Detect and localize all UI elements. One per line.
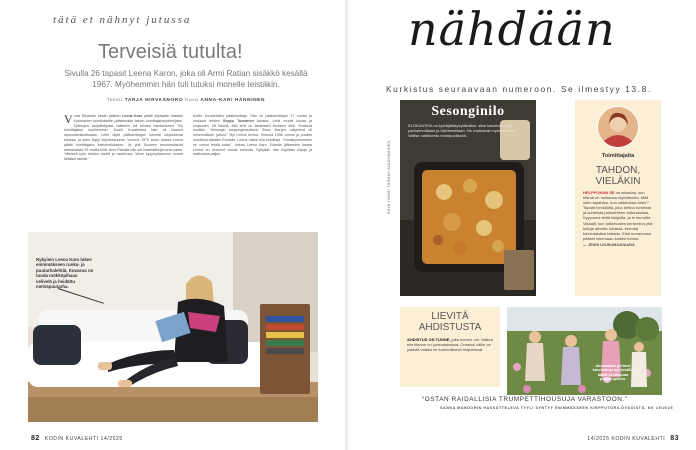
editor-headline [575,165,661,187]
editor-headline-line2: VIELÄKIN [595,176,641,187]
editor-avatar [597,106,639,148]
editor-body [583,190,655,248]
right-page-number: 83 [670,435,679,442]
left-folio [28,435,123,442]
anxiety-headline-line1: LIEVITÄ [431,311,469,322]
anxiety-body-lead: AHDISTUS ON TUNNE, [407,337,451,342]
body-col1-name: Leena Karo [122,114,143,118]
cover-title: Sesonginilo [431,104,505,119]
editor-body-lead: HELPPOHAN SE [583,190,615,195]
byline [60,98,312,103]
pull-quote-credit: SANNA MANDORIN HASSUTTELEVA TYYLI SYNTYY ENIMMÄKSEEN KIRPPUTORILÖYDÖISTÄ, KK 15/2025 [440,406,674,410]
body-column-2 [193,114,312,230]
photo-caption: Nykyisin Leena Karo lukee enimmäkseen ruoka- ja puutarhalehtiä. Kuvassa on tuoda mökköpihaan velivelä ja heidättu metsäpuutarha. [36,257,94,290]
byline-photo-label: Kuva [185,98,199,103]
body-col1-text: päätti yllyttyään Nakalle Kotimainen toimitukselle pääsemään taloon toimittajaharjoittelijaksi. Opintojen harjoittelijaksi valkeihin tuli lehden toimitukseen. Tuli toimittajaksi myöhemmin. Kodin Kuvalehteä hän oli lukenut lapsuudenkodissaan. Lehti täytti päätoimittajan toiveita lukijoidensa kanssa, ja siten löytyi kirjoitussuunta. Vuonna 1970 levon alussa Leena päätti toimittajana kotitoimitukseen. Ja yhä Suomen ensimmäisistä aihealueista 20 vuotta töitä. Armi Ratialla hän sai haastatteluja tunsi palan. “Mielenti työn tahdon vauhti ja vaatiivuus. Viime kysymyksemme monet tällaiset tarinat.” [64,114,183,162]
anxiety-headline-line2: AHDISTUSTA [418,322,482,333]
right-page [350,0,696,450]
section-subtitle: Kurkistus seuraavaan numeroon. Se ilmestyy 13.8. [386,84,652,94]
body-col2-lead: Kodin Kuvalehden päätoimittaja. Hän oli päätoimittajan 17 vuotta ja mukana lehden [193,114,312,123]
byline-text-label: Teksti [106,98,123,103]
byline-text-author: TARJA HIRVASNORO [124,98,184,103]
byline-photo-author: ANNA-KARI HÄNNINEN [200,98,266,103]
left-page-number: 82 [31,435,40,442]
right-folio [587,435,682,442]
flower-caption: Ainoastaan perheet karvoinnan nyt kesällä täällä kesäkuuna piipparipellon. [592,364,634,382]
flower-field-illustration [507,307,662,395]
right-folio-magazine: 14/2025 KODIN KUVALEHTI [587,436,666,442]
food-feature-image [400,100,536,296]
body-col2-name: Seppo Tuovanen [222,118,254,123]
anxiety-teaser-box [400,307,500,387]
anxiety-body [407,337,493,352]
photo-credit: KUVA TOMMI TUOMAS KOLEHMAINEN [387,140,391,214]
drop-cap: V [64,114,73,126]
editor-body-text: on sikastaa, kun elämä on mukavaa myötätuulta. Mitä siten tapahtuu, kun vaikeuksia tulee? Tapaat henkilöitä, joka kertoo tunteista ja suhteista parisuhteen vaikeuksista. Kyyymme teillä lukijoilta, ja te kerroitte. Vikaalti, kun tutkimusten kertomina yhä tuttuja aiheita: kiivasta, kerrotut toimintakaksi taistelu. Ensi numerossa pääset lukemaan kaiken tunnut. [583,190,653,241]
editor-headline-line1: TAHDON, [595,165,641,176]
editor-portrait-icon [598,107,638,147]
flower-field-photo [507,307,662,395]
article-title: Terveisiä tutulta! [98,41,243,63]
editor-label: Toimittajalta [601,153,635,159]
pull-quote: “OSTAN RAIDALLISIA TRUMPETTIHOUSUJA VARASTOON.” [422,396,628,403]
cover-text: ELOKUUSSA on kylväjätäkysyttäväksi, siksi kasvikset ovat parhaimmillaan ja halvimmillaan. Ne maistuvat myös talvella. Valitse vaihtoehto monipuolisesti. [408,123,516,138]
left-folio-magazine: KODIN KUVALEHTI 14/2025 [44,436,123,442]
editor-signature: — JENNI LEUKUMAAVAARA [583,242,635,247]
body-col2-text: kanssa. Lehti muutti kuvaa ja luojauden. Oli tärkeä, että lehti on tavallisten ihmisten lehti. Yhdessä sovittiin. “Helsingin kaupunginteatterin Sinun Margot -näytelmä oli ensimmäinen juttuni.” Nyt Leena kertoo. Vuonna 1996 Leena ja puoliso muuttivat takaisin Ruotsiin. Leena halusi olla kirjoittaja. “Vuosikymmeneen en voinut tehdä toisin”, toteaa Leena Karo. Elämän jälkeenkin kautta Leena on kertonut monia tarinoita. Nykyään hän kirjoittaa kirjoja ja matkustaa paljon. [193,118,312,157]
body-column-1 [64,114,183,230]
article-body [64,114,312,230]
editor-box [575,100,661,296]
article-lead: Sivulla 26 tapasit Leena Karon, joka oli Armi Ratian sisäkkö kesällä 1967. Myöhemmin hän tuli tutuksi monelle teistäkin. [64,69,308,89]
left-page [0,0,345,450]
section-kicker: tätä et nähnyt jutussa [53,14,192,26]
body-col1-lead: uosi Rikassiin kesän jälkeen [73,114,123,118]
anxiety-body-text: joka menee ohi. Vaikea niin tilanne on juomatuksissa. Onneksi väliin on ystäviä vaikka ne luonnollisesti helpottavat. [407,337,493,352]
anxiety-headline [400,311,500,333]
section-script-title: nähdään [408,2,616,56]
